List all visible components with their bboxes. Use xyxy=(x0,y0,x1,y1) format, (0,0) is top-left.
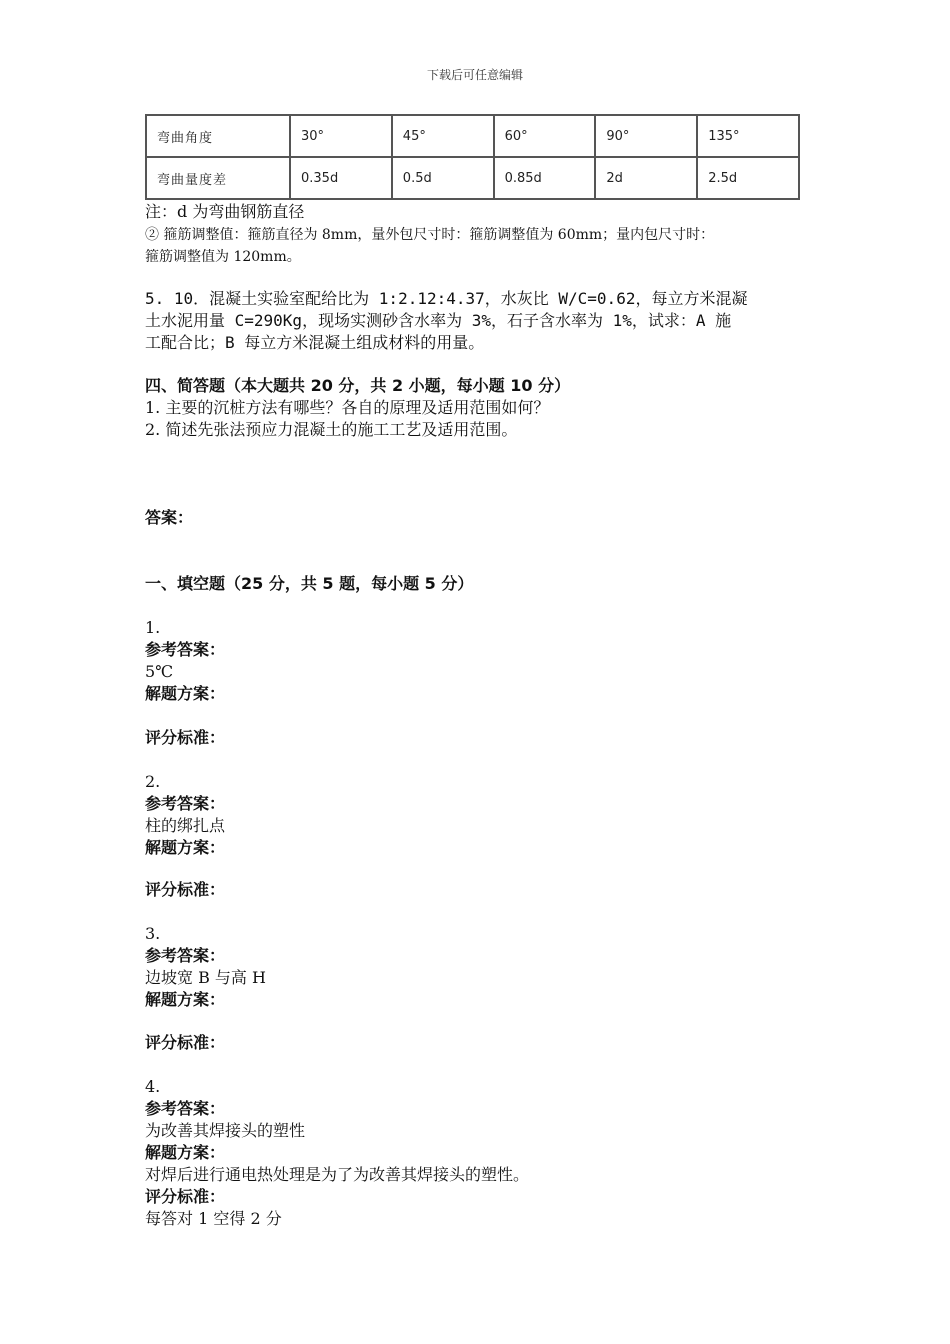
table-cell: 2.5d xyxy=(697,157,799,199)
table-cell: 90° xyxy=(595,115,697,157)
table-cell: 45° xyxy=(392,115,494,157)
table-note: 注：d 为弯曲钢筋直径 xyxy=(145,202,305,221)
grading-label: 评分标准： xyxy=(145,880,226,899)
stirrup-text: ② 箍筋调整值：箍筋直径为 8mm，量外包尺寸时：箍筋调整值为 60mm；量内包尺寸时： xyxy=(145,227,715,243)
question-5-text: 工配合比；B 每立方米混凝土组成材料的用量。 xyxy=(145,333,485,352)
grading-label: 评分标准： xyxy=(145,1033,226,1052)
section-1-title: 一、填空题（25 分，共 5 题，每小题 5 分） xyxy=(145,574,474,593)
solution-label: 解题方案： xyxy=(145,684,226,703)
bend-deduction-table xyxy=(145,114,800,200)
ref-answer-text: 边坡宽 B 与高 H xyxy=(145,968,266,987)
page-header: 下载后可任意编辑 xyxy=(426,68,523,82)
table-row xyxy=(146,157,799,199)
question-5-text: 土水泥用量 C=290Kg，现场实测砂含水率为 3%，石子含水率为 1%，试求：A 施 xyxy=(145,311,732,330)
solution-label: 解题方案： xyxy=(145,1143,226,1162)
answers-title: 答案： xyxy=(145,508,194,527)
table-cell: 2d xyxy=(595,157,697,199)
solution-text: 对焊后进行通电热处理是为了为改善其焊接头的塑性。 xyxy=(145,1165,530,1184)
table-cell: 135° xyxy=(697,115,799,157)
answer-number: 2. xyxy=(145,772,161,791)
answer-number: 3. xyxy=(145,924,161,943)
question-5-text: 5. 10．混凝土实验室配给比为 1:2.12:4.37，水灰比 W/C=0.62，每立方米混凝 xyxy=(145,289,748,308)
ref-answer-label: 参考答案： xyxy=(145,1099,226,1118)
answer-number: 4. xyxy=(145,1077,161,1096)
ref-answer-label: 参考答案： xyxy=(145,946,226,965)
solution-label: 解题方案： xyxy=(145,838,226,857)
table-row xyxy=(146,115,799,157)
grading-label: 评分标准： xyxy=(145,1187,226,1206)
table-cell: 0.5d xyxy=(392,157,494,199)
ref-answer-text: 5℃ xyxy=(145,662,174,681)
ref-answer-label: 参考答案： xyxy=(145,794,226,813)
section-4-title: 四、简答题（本大题共 20 分，共 2 小题，每小题 10 分） xyxy=(145,376,571,395)
table-cell: 60° xyxy=(494,115,596,157)
section-4-question: 2. 简述先张法预应力混凝土的施工工艺及适用范围。 xyxy=(145,420,518,439)
table-cell: 弯曲角度 xyxy=(146,115,290,157)
section-4-question: 1. 主要的沉桩方法有哪些？各自的原理及适用范围如何？ xyxy=(145,398,550,417)
ref-answer-text: 柱的绑扎点 xyxy=(145,816,226,835)
grading-label: 评分标准： xyxy=(145,728,226,747)
table-cell: 0.35d xyxy=(290,157,392,199)
table-cell: 30° xyxy=(290,115,392,157)
answer-number: 1. xyxy=(145,618,161,637)
table-cell: 弯曲量度差 xyxy=(146,157,290,199)
solution-label: 解题方案： xyxy=(145,990,226,1009)
ref-answer-label: 参考答案： xyxy=(145,640,226,659)
stirrup-text: 箍筋调整值为 120mm。 xyxy=(145,249,301,265)
grading-text: 每答对 1 空得 2 分 xyxy=(145,1209,282,1228)
ref-answer-text: 为改善其焊接头的塑性 xyxy=(145,1121,306,1140)
table-cell: 0.85d xyxy=(494,157,596,199)
